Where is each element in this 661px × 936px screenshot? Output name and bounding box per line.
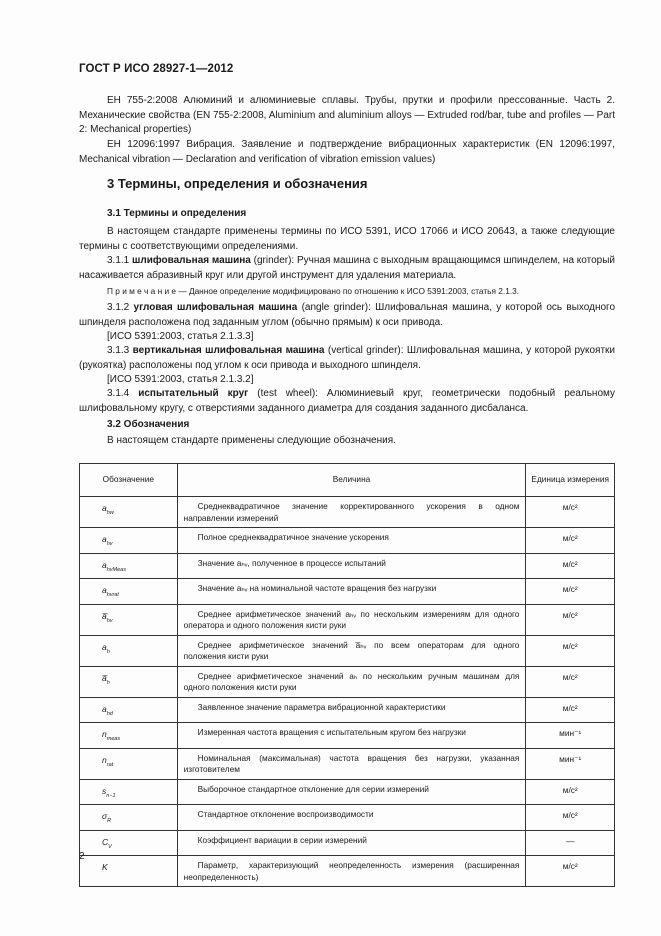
symbol-subscript: hd	[106, 710, 113, 717]
table-body	[80, 497, 615, 887]
term-definition: (test wheel): Алюминиевый круг, геометрически подобный реальному шлифовальному кругу, с отверстиями заданного диаметра для создания заданного дисбаланса.	[79, 388, 615, 414]
symbol-letter: K	[102, 862, 108, 872]
symbol-subscript: hv	[106, 617, 113, 624]
symbol-letter: s	[102, 785, 107, 796]
unit-cell: м/с²	[526, 528, 615, 554]
reference-en12096: ЕН 12096:1997 Вибрация. Заявление и подтверждение вибрационных характеристик (EN 12096:1997, Mechanical vibration — Declaration and verification of vibration emission values)	[79, 139, 615, 165]
symbol-subscript: meas	[106, 736, 121, 742]
unit-cell: м/с²	[526, 604, 615, 635]
symbol-subscript: hvMeas	[106, 566, 126, 573]
symbol-letter: a	[102, 534, 107, 544]
term-3-1-1	[79, 254, 615, 283]
symbol-cell	[80, 805, 178, 831]
unit-cell: м/с²	[526, 553, 615, 579]
table-row	[80, 748, 615, 779]
table-row	[80, 553, 615, 579]
standard-header: ГОСТ Р ИСО 28927-1—2012	[79, 63, 234, 75]
term-definition: (grinder): Ручная машина с выходным вращающимся шпинделем, на который насаживается абразивный круг или другой инструмент для удаления материала.	[79, 255, 616, 281]
col-header-quantity: Величина	[177, 464, 526, 497]
quantity-cell	[177, 635, 526, 666]
table-row	[80, 697, 615, 723]
table-row	[80, 635, 615, 666]
term-number: 3.1.1	[107, 255, 130, 266]
quantity-text: Номинальная (максимальная) частота вращения без нагрузки, указанная изготовителем	[183, 752, 520, 774]
quantity-text: Полное среднеквадратичное значение ускорения	[197, 532, 389, 542]
symbol-letter: a	[102, 585, 107, 595]
quantity-text: Значение aₕᵥ на номинальной частоте вращения без нагрузки	[197, 583, 437, 593]
table-row	[80, 856, 615, 887]
symbol-cell	[80, 779, 178, 805]
symbol-letter: a̅	[102, 610, 107, 621]
table-row	[80, 830, 615, 856]
term-number: 3.1.2	[107, 302, 130, 313]
symbol-subscript: hw	[106, 510, 114, 516]
table-row	[80, 779, 615, 805]
symbol-cell	[80, 604, 178, 635]
quantity-text: Среднее арифметическое значений aₕᵥ по нескольким измерениям для одного оператора и одного положения кисти руки	[183, 608, 520, 630]
symbol-letter: a	[102, 559, 107, 570]
symbol-letter: σ	[102, 811, 108, 821]
quantity-cell	[177, 497, 526, 528]
unit-cell: м/с²	[526, 805, 615, 831]
quantity-text: Среднее арифметическое значений a̅ₕᵥ по всем операторам для одного положения кисти руки	[183, 639, 520, 661]
symbol-subscript: h	[106, 648, 110, 655]
symbol-cell	[80, 579, 178, 605]
quantity-text: Коэффициент вариации в серии измерений	[197, 834, 367, 845]
term-3-1-2	[79, 301, 615, 330]
quantity-text: Среднее арифметическое значений aₕ по нескольким ручным машинам для одного положения кисти руки	[183, 670, 520, 692]
col-header-symbol: Обозначение	[80, 464, 178, 497]
quantity-text: Стандартное отклонение воспроизводимости	[197, 809, 374, 819]
col-header-unit: Единица измерения	[526, 464, 615, 497]
symbol-subscript: h	[106, 679, 110, 686]
term-name: испытательный круг	[138, 388, 249, 399]
section-title: 3 Термины, определения и обозначения	[107, 176, 368, 191]
quantity-cell	[177, 553, 526, 579]
term-name: вертикальная шлифовальная машина	[132, 345, 325, 356]
symbol-cell	[80, 553, 178, 579]
symbol-cell	[80, 697, 178, 723]
symbol-letter: C	[102, 836, 109, 847]
term-number: 3.1.4	[107, 388, 130, 399]
term-name: угловая шлифовальная машина	[133, 302, 298, 313]
quantity-cell	[177, 856, 526, 887]
symbol-subscript: hv	[106, 541, 113, 547]
quantity-text: Значение aₕᵥ, полученное в процессе испытаний	[197, 557, 386, 568]
term-definition: (vertical grinder): Шлифовальная машина, у которой рукоятки (рукоятка) расположены под углом к оси привода и выходного шпинделя.	[79, 345, 616, 371]
quantity-cell	[177, 528, 526, 554]
symbol-cell	[80, 723, 178, 749]
quantity-text: Заявленное значение параметра вибрационной характеристики	[197, 701, 446, 712]
symbol-letter: a̅	[102, 672, 107, 683]
symbol-cell	[80, 748, 178, 779]
symbol-subscript: V	[108, 843, 112, 850]
unit-cell: мин⁻¹	[526, 723, 615, 749]
symbol-subscript: n−1	[106, 792, 116, 799]
unit-cell: мин⁻¹	[526, 748, 615, 779]
quantity-cell	[177, 805, 526, 831]
terms-intro: В настоящем стандарте применены термины по ИСО 5391, ИСО 17066 и ИСО 20643, а также следующие термины с соответствующими определениями.	[79, 226, 615, 252]
term-definition: (angle grinder): Шлифовальная машина, у которой ось выходного шпинделя расположена под заданным углом (обычно прямым) к оси привода.	[79, 302, 616, 328]
quantity-text: Выборочное стандартное отклонение для серии измерений	[197, 783, 429, 794]
table-row	[80, 528, 615, 554]
symbol-letter: n	[102, 729, 107, 739]
term-3-1-3	[79, 344, 615, 373]
term-3-1-3-ref: [ИСО 5391:2003, статья 2.1.3.2]	[107, 374, 254, 385]
quantity-cell	[177, 579, 526, 605]
table-row	[80, 805, 615, 831]
quantity-text: Среднеквадратичное значение корректированного ускорения в одном направлении измерений	[183, 501, 520, 523]
quantity-cell	[177, 697, 526, 723]
symbol-letter: a	[102, 703, 107, 714]
unit-cell: м/с²	[526, 856, 615, 887]
table-row	[80, 497, 615, 528]
symbol-subscript: hvrat	[106, 592, 119, 598]
table-row	[80, 666, 615, 697]
symbol-subscript: rat	[106, 761, 114, 768]
quantity-cell	[177, 779, 526, 805]
symbol-letter: a	[102, 641, 107, 652]
unit-cell: м/с²	[526, 635, 615, 666]
quantity-cell	[177, 723, 526, 749]
symbol-cell	[80, 497, 178, 528]
quantity-cell	[177, 830, 526, 856]
term-name: шлифовальная машина	[132, 255, 251, 266]
unit-cell: м/с²	[526, 579, 615, 605]
unit-cell: —	[526, 830, 615, 856]
term-3-1-4	[79, 387, 615, 416]
term-3-1-2-ref: [ИСО 5391:2003, статья 2.1.3.3]	[107, 331, 254, 342]
table-header-row	[80, 464, 615, 497]
unit-cell: м/с²	[526, 697, 615, 723]
table-row	[80, 579, 615, 605]
symbol-cell	[80, 830, 178, 856]
page-number: 2	[79, 851, 85, 862]
symbol-cell	[80, 666, 178, 697]
quantity-cell	[177, 666, 526, 697]
table-row	[80, 723, 615, 749]
subsection-3-1-title: 3.1 Термины и определения	[107, 208, 247, 219]
term-number: 3.1.3	[107, 345, 130, 356]
symbol-letter: a	[102, 503, 107, 513]
symbol-cell	[80, 856, 178, 887]
symbols-table	[79, 463, 615, 887]
note-text: П р и м е ч а н и е — Данное определение модифицировано по отношению к ИСО 5391:2003, статья 2.1.3.	[107, 286, 520, 296]
subsection-3-2-title: 3.2 Обозначения	[107, 419, 190, 430]
reference-en755: ЕН 755-2:2008 Алюминий и алюминиевые сплавы. Трубы, прутки и профили прессованные. Часть 2. Механические свойства (EN 755-2:2008, Aluminium and aluminium alloys — Extruded rod/bar, tube and profiles — Part 2: Mechanical properties)	[79, 95, 615, 135]
symbol-letter: n	[102, 754, 107, 765]
unit-cell: м/с²	[526, 497, 615, 528]
table-row	[80, 604, 615, 635]
quantity-text: Измеренная частота вращения с испытательным кругом без нагрузки	[197, 727, 466, 737]
unit-cell: м/с²	[526, 779, 615, 805]
quantity-text: Параметр, характеризующий неопределенность измерения (расширенная неопределенность)	[183, 860, 520, 882]
quantity-cell	[177, 604, 526, 635]
symbol-cell	[80, 635, 178, 666]
unit-cell: м/с²	[526, 666, 615, 697]
symbols-intro: В настоящем стандарте применены следующие обозначения.	[107, 435, 396, 446]
symbol-subscript: R	[107, 818, 112, 824]
quantity-cell	[177, 748, 526, 779]
symbol-cell	[80, 528, 178, 554]
